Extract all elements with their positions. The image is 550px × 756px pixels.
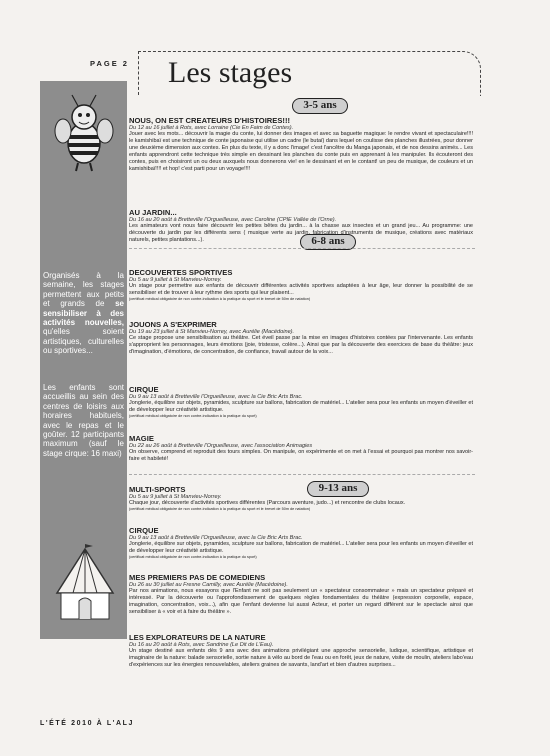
age-badge-9-13: 9-13 ans (307, 481, 369, 497)
bee-mascot-illustration (54, 91, 114, 173)
section-dates: Du 12 au 16 juillet à Rots, avec Lorraine (Cie En Faim de Contes). (129, 125, 294, 131)
section-title: CIRQUE (129, 526, 159, 535)
section-title: CIRQUE (129, 385, 159, 394)
section-multi-sports (129, 485, 473, 512)
age-badge-3-5: 3-5 ans (292, 98, 348, 114)
section-body: Un stage destiné aux enfants dès 9 ans avec des animations privilégiant une approche sensorielle, ludique, scientifique, artistique et imaginaire de la nature: balade sensorielle, sortie nature à vélo au bord de l'eau ou en forêt, jeux de nature, visite de moulin, ateliers labo'eau d'expériences sur les énergies renouvelables, ateliers graines de savants, land'art et bien d'autres surprises... (129, 648, 473, 669)
section-cirque-2 (129, 526, 473, 560)
section-body: Jouer avec les mots... découvrir la magie du conte, lui donner des images et avec sa baguette magique: le rendre vivant et spectaculaire!!!! le kamishibaï est une technique de conte japonaise qui utilise un cadre (le butaï) dans lequel on coulisse des planches illustrées, pour donner une deuxième dimension aux contes. En plus du texte, il y a donc l'image! c'est l'ancêtre du Manga japonais, et de nos dessins animés... Les enfants apprendront cette technique très simple en dessinant les planches du conte puis en apprenant à les manipuler. Ils écouteront des contes, puis en choisiront un ou deux auxquels nous donnerons vie! en le dessinant et en le contant! un peu de musique, de couleurs et un kamishibaï!!!! et hop! c'est parti pour un voyage!!!! (129, 131, 473, 173)
section-title: LES EXPLORATEURS DE LA NATURE (129, 633, 266, 642)
section-magie (129, 434, 473, 463)
circus-tent-illustration (49, 543, 121, 627)
section-jouons (129, 320, 473, 356)
section-dates: Du 9 au 13 août à Bretteville l'Orgueilleuse, avec la Cie Bric Arts Brac. (129, 394, 303, 400)
section-body: Jonglerie, équilibre sur objets, pyramides, sculpture sur ballons, fabrication de matériel... L'atelier sera pour les enfants un moyen d'éveiller et de développer leur créativité artistique. (129, 400, 473, 414)
section-decouvertes-sportives (129, 268, 473, 302)
section-note: (certificat médical obligatoire de non contre-indication à la pratique du sport et le brevet de 50m de natation) (129, 507, 311, 512)
section-title: AU JARDIN... (129, 208, 177, 217)
section-explorateurs (129, 633, 473, 669)
sidebar-intro: Organisés à la semaine, les stages permettent aux petits et grands de se sensibiliser à des activités nouvelles, qu'elles soient artistiques, culturelles ou sportives... (43, 271, 124, 356)
divider (129, 248, 475, 249)
section-dates: Du 5 au 9 juillet à St Manvieu-Norrey. (129, 277, 222, 283)
section-body: Les animateurs vont nous faire découvrir les petites bêtes du jardin... à la chasse aux insectes et un grand jeu... Au programme: une découverte du jardin par les différents sens ( musique verte au jardin, fabrication d'instruments de musique, créations avec matériaux naturels, petites plantations...). (129, 223, 473, 244)
section-body: On observe, comprend et reproduit des tours simples. On manipule, on expérimente et on met à l'essai et pourquoi pas montrer nos savoir-faire et habileté! (129, 449, 473, 463)
section-dates: Du 19 au 23 juillet à St Manvieu-Norrey, avec Aurélie (Macédoine). (129, 329, 295, 335)
section-body: Ce stage propose une sensibilisation au théâtre. Cet éveil passe par la mise en images d'histoires contées par l'intervenante. Les enfants s'approprient les personnages, leurs émotions (joie, tristesse, colère...). Ainsi que par la découverte des exercices de base du théâtre: jeux d'imagination, d'émotions, de concentration, de confiance, travail autour de la voix... (129, 335, 473, 356)
section-jardin (129, 208, 473, 244)
section-title: MES PREMIERS PAS DE COMEDIENS (129, 573, 266, 582)
section-body: Par nos animations, nous essayons que l'Enfant ne soit pas seulement un « spectateur consommateur » mais un spectateur préparé et intéressé. Par la découverte ou l'approfondissement de quelques règles fondamentales du théâtre (expression corporelle, espace, imagination, concentration, voix...), afin que l'enfant devienne lui aussi Acteur, et porter un regard différent sur le spectacle ainsi que sensibiliser à « voir et à faire du théâtre ». (129, 588, 473, 616)
section-dates: Du 26 au 30 juillet au Fresne Camilly, avec Aurélie (Macédoine). (129, 582, 288, 588)
footer-label: L'ÉTÉ 2010 À L'ALJ (40, 720, 134, 727)
sidebar-schedule: Les enfants sont accueillis au sein des centres de loisirs aux horaires habituels, avec le repas et le goûter. 12 participants maximum (sauf le stage cirque: 16 maxi) (43, 383, 124, 458)
divider (129, 474, 475, 475)
age-badge-6-8: 6-8 ans (300, 234, 356, 250)
section-title: MAGIE (129, 434, 154, 443)
section-note: (certificat médical obligatoire de non contre-indication à la pratique du sport) (129, 414, 257, 419)
section-title: DECOUVERTES SPORTIVES (129, 268, 233, 277)
section-body: Chaque jour, découverte d'activités sportives différentes (Parcours aventure, judo...) et rencontre de clubs locaux. (129, 500, 406, 506)
section-title: NOUS, ON EST CREATEURS D'HISTOIRES!!! (129, 116, 291, 125)
section-premiers-pas (129, 573, 473, 616)
page-title: Les stages (168, 56, 293, 89)
section-dates: Du 22 au 26 août à Bretteville l'Orgueilleuse, avec l'association Animagies (129, 443, 313, 449)
section-note: (certificat médical obligatoire de non contre-indication à la pratique du sport et le brevet de 50m de natation) (129, 297, 311, 302)
page-number: PAGE 2 (90, 59, 129, 68)
section-title: JOUONS A S'EXPRIMER (129, 320, 217, 329)
section-dates: Du 16 au 20 août à Rots, avec Sandrine (Le Dit de L'Eau). (129, 642, 274, 648)
section-dates: Du 16 au 20 août à Bretteville l'Orgueilleuse, avec Caroline (CPIE Vallée de l'Orne). (129, 217, 337, 223)
section-dates: Du 5 au 9 juillet à St Manvieu-Norrey. (129, 494, 222, 500)
section-body: Jonglerie, équilibre sur objets, pyramides, sculpture sur ballons, fabrication de matériel... L'atelier sera pour les enfants un moyen d'éveiller et de développer leur créativité artistique. (129, 541, 473, 555)
section-cirque (129, 385, 473, 419)
section-dates: Du 9 au 13 août à Bretteville l'Orgueilleuse, avec la Cie Bric Arts Brac. (129, 535, 303, 541)
section-title: MULTI-SPORTS (129, 485, 186, 494)
title-frame-left (138, 51, 139, 95)
section-note: (certificat médical obligatoire de non contre-indication à la pratique du sport) (129, 555, 257, 560)
section-createurs (129, 116, 473, 174)
section-body: Un stage pour permettre aux enfants de découvrir différentes activités sportives adaptées à leur âge, leur donner la possibilité de se sensibiliser et de trouver à leur rythme des sports qui leur plaisent... (129, 283, 473, 297)
